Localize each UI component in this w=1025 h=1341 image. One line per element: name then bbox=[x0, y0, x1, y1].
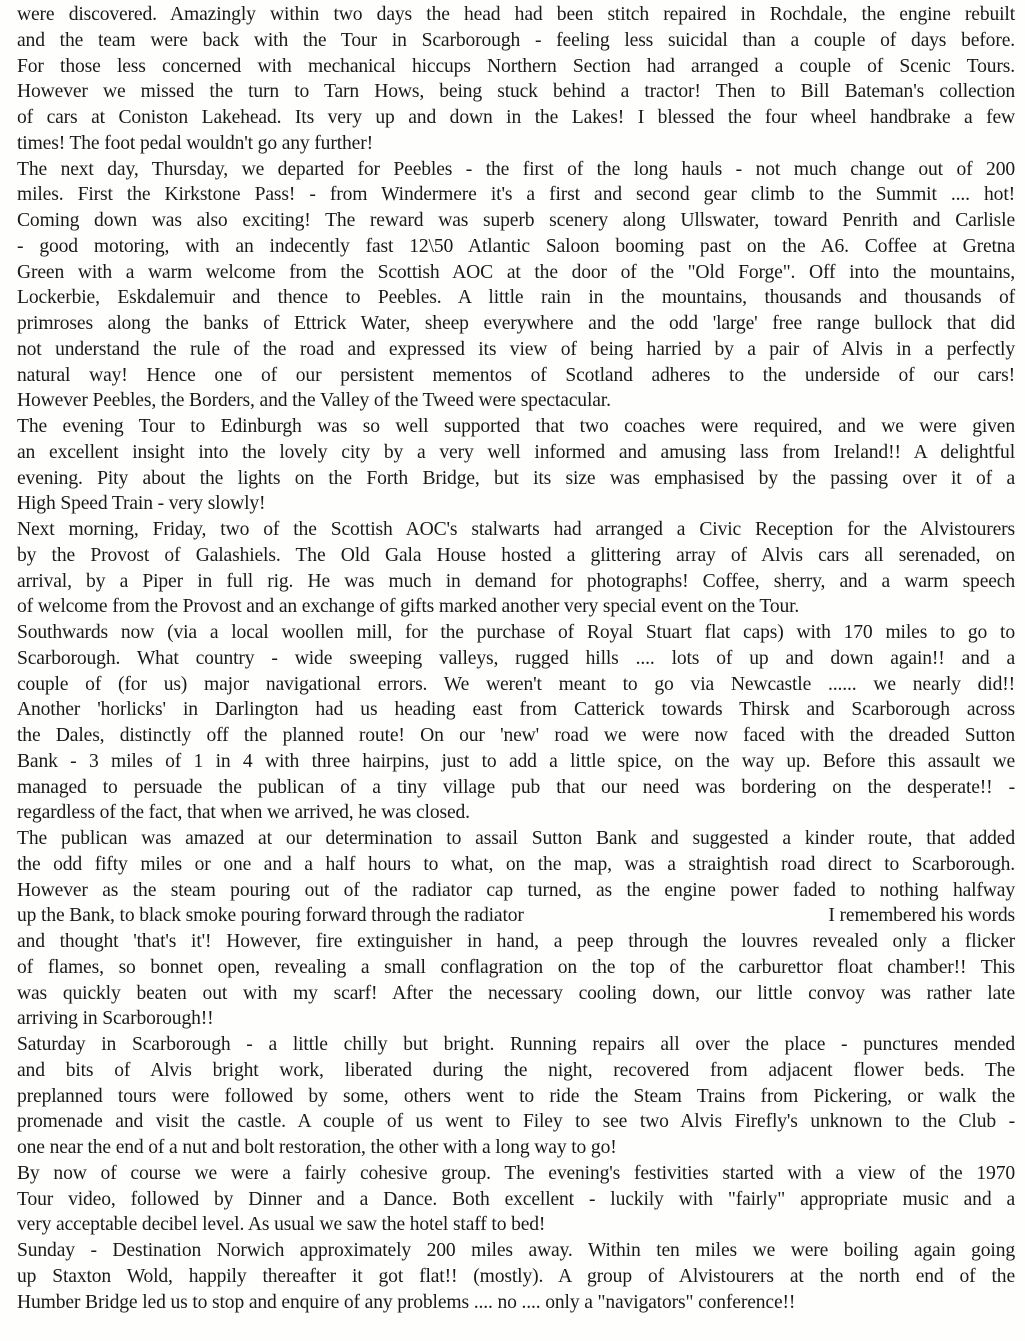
text-line: However as the steam pouring out of the radiator cap turned, as the engine power faded to nothing halfway bbox=[17, 879, 1015, 901]
text-line: up Staxton Wold, happily thereafter it got flat!! (mostly). A group of Alvistourers at the north end of the bbox=[17, 1265, 1015, 1287]
article-body-text bbox=[17, 2, 1015, 1315]
text-line: and bits of Alvis bright work, liberated during the night, recovered from adjacent flower beds. The bbox=[17, 1059, 1015, 1081]
text-line: - good motoring, with an indecently fast 12\50 Atlantic Saloon booming past on the A6. Coffee at Gretna bbox=[17, 235, 1015, 257]
text-line bbox=[17, 903, 1015, 929]
text-line: Southwards now (via a local woollen mill, for the purchase of Royal Stuart flat caps) with 170 miles to go to bbox=[17, 622, 1015, 643]
text-line: one near the end of a nut and bolt restoration, the other with a long way to go! bbox=[17, 1137, 617, 1158]
text-line: Humber Bridge led us to stop and enquire of any problems .... no .... only a "navigators" conference!! bbox=[17, 1291, 796, 1313]
text-line: Bank - 3 miles of 1 in 4 with three hairpins, just to add a little spice, on the way up. Before this assault we bbox=[17, 750, 1015, 772]
text-line: The publican was amazed at our determination to assail Sutton Bank and suggested a kinder route, that added bbox=[17, 828, 1015, 849]
text-line: Green with a warm welcome from the Scottish AOC at the door of the "Old Forge". Off into the mountains, bbox=[17, 261, 1015, 283]
text-line: very acceptable decibel level. As usual we saw the hotel staff to bed! bbox=[17, 1214, 546, 1236]
text-line: High Speed Train - very slowly! bbox=[17, 493, 266, 515]
text-line: For those less concerned with mechanical hiccups Northern Section had arranged a couple of Scenic Tours. bbox=[17, 55, 1015, 77]
text-line: Tour video, followed by Dinner and a Dance. Both excellent - luckily with "fairly" appropriate music and a bbox=[17, 1188, 1015, 1210]
text-line: evening. Pity about the lights on the Forth Bridge, but its size was emphasised by the passing over it of a bbox=[17, 467, 1015, 489]
text-line: and thought 'that's it'! However, fire extinguisher in hand, a peep through the louvres revealed only a flicker bbox=[17, 931, 1015, 952]
text-line: arriving in Scarborough!! bbox=[17, 1008, 214, 1030]
text-line: Lockerbie, Eskdalemuir and thence to Peebles. A little rain in the mountains, thousands and thousands of bbox=[17, 287, 1015, 309]
text-line: miles. First the Kirkstone Pass! - from Windermere it's a first and second gear climb to the Summit .... hot! bbox=[17, 184, 1015, 206]
text-line: Next morning, Friday, two of the Scottish AOC's stalwarts had arranged a Civic Reception for the Alvistourers bbox=[17, 519, 1015, 540]
text-line: not understand the rule of the road and expressed its view of being harried by a pair of Alvis in a perfectly bbox=[17, 338, 1015, 360]
text-line: primroses along the banks of Ettrick Water, sheep everywhere and the odd 'large' free range bullock that did bbox=[17, 313, 1015, 334]
text-line: managed to persuade the publican of a tiny village pub that our need was bordering on the desperate!! - bbox=[17, 776, 1015, 798]
text-line: was quickly beaten out with my scarf! After the necessary cooling down, our little convoy was rather late bbox=[17, 982, 1015, 1004]
text-line: of cars at Coniston Lakehead. Its very up and down in the Lakes! I blessed the four wheel handbrake a few bbox=[17, 107, 1015, 128]
text-line: and the team were back with the Tour in Scarborough - feeling less suicidal than a couple of days before. bbox=[17, 29, 1015, 51]
text-line-right-fragment: I remembered his words bbox=[828, 905, 1015, 927]
text-line: by the Provost of Galashiels. The Old Gala House hosted a glittering array of Alvis cars all serenaded, on bbox=[17, 544, 1015, 566]
text-line: regardless of the fact, that when we arrived, he was closed. bbox=[17, 802, 470, 824]
text-line: were discovered. Amazingly within two days the head had been stitch repaired in Rochdale, the engine rebuilt bbox=[17, 4, 1015, 25]
text-line-left-fragment: up the Bank, to black smoke pouring forward through the radiator bbox=[17, 905, 524, 927]
text-line: times! The foot pedal wouldn't go any further! bbox=[17, 132, 373, 154]
text-line: the Dales, distinctly off the planned route! On our 'new' road we were now faced with the dreaded Sutton bbox=[17, 725, 1015, 746]
text-line: Saturday in Scarborough - a little chilly but bright. Running repairs all over the place - punctures mended bbox=[17, 1034, 1015, 1055]
text-line: The evening Tour to Edinburgh was so well supported that two coaches were required, and we were given bbox=[17, 416, 1015, 437]
text-line: Scarborough. What country - wide sweeping valleys, rugged hills .... lots of up and down again!! and a bbox=[17, 647, 1015, 669]
text-line: By now of course we were a fairly cohesive group. The evening's festivities started with a view of the 1970 bbox=[17, 1162, 1015, 1184]
text-line: Sunday - Destination Norwich approximately 200 miles away. Within ten miles we were boiling again going bbox=[17, 1240, 1015, 1261]
text-line: natural way! Hence one of our persistent mementos of Scotland adheres to the underside of our cars! bbox=[17, 364, 1015, 386]
text-line: couple of (for us) major navigational errors. We weren't meant to go via Newcastle ...... we nearly did!! bbox=[17, 673, 1015, 695]
text-line: However Peebles, the Borders, and the Valley of the Tweed were spectacular. bbox=[17, 390, 611, 412]
text-line: of welcome from the Provost and an exchange of gifts marked another very special event on the Tour. bbox=[17, 596, 800, 618]
text-line: Another 'horlicks' in Darlington had us heading east from Catterick towards Thirsk and Scarborough across bbox=[17, 699, 1015, 721]
text-line: promenade and visit the castle. A couple of us went to Filey to see two Alvis Firefly's unknown to the Club - bbox=[17, 1111, 1015, 1133]
text-line: The next day, Thursday, we departed for Peebles - the first of the long hauls - not much change out of 200 bbox=[17, 158, 1015, 180]
text-line: of flames, so bonnet open, revealing a small conflagration on the top of the carburettor float chamber!! This bbox=[17, 956, 1015, 978]
text-line: However we missed the turn to Tarn Hows, being stuck behind a tractor! Then to Bill Bateman's collection bbox=[17, 81, 1015, 103]
text-line: the odd fifty miles or one and a half hours to what, on the map, was a straightish road direct to Scarborough. bbox=[17, 853, 1015, 875]
text-line: an excellent insight into the lovely city by a very well informed and amusing lass from Ireland!! A delightful bbox=[17, 441, 1015, 463]
text-line: Coming down was also exciting! The reward was superb scenery along Ullswater, toward Penrith and Carlisle bbox=[17, 210, 1015, 231]
text-line: preplanned tours were followed by some, others went to ride the Steam Trains from Pickering, or walk the bbox=[17, 1085, 1015, 1107]
text-line: arrival, by a Piper in full rig. He was much in demand for photographs! Coffee, sherry, and a warm speech bbox=[17, 570, 1015, 592]
